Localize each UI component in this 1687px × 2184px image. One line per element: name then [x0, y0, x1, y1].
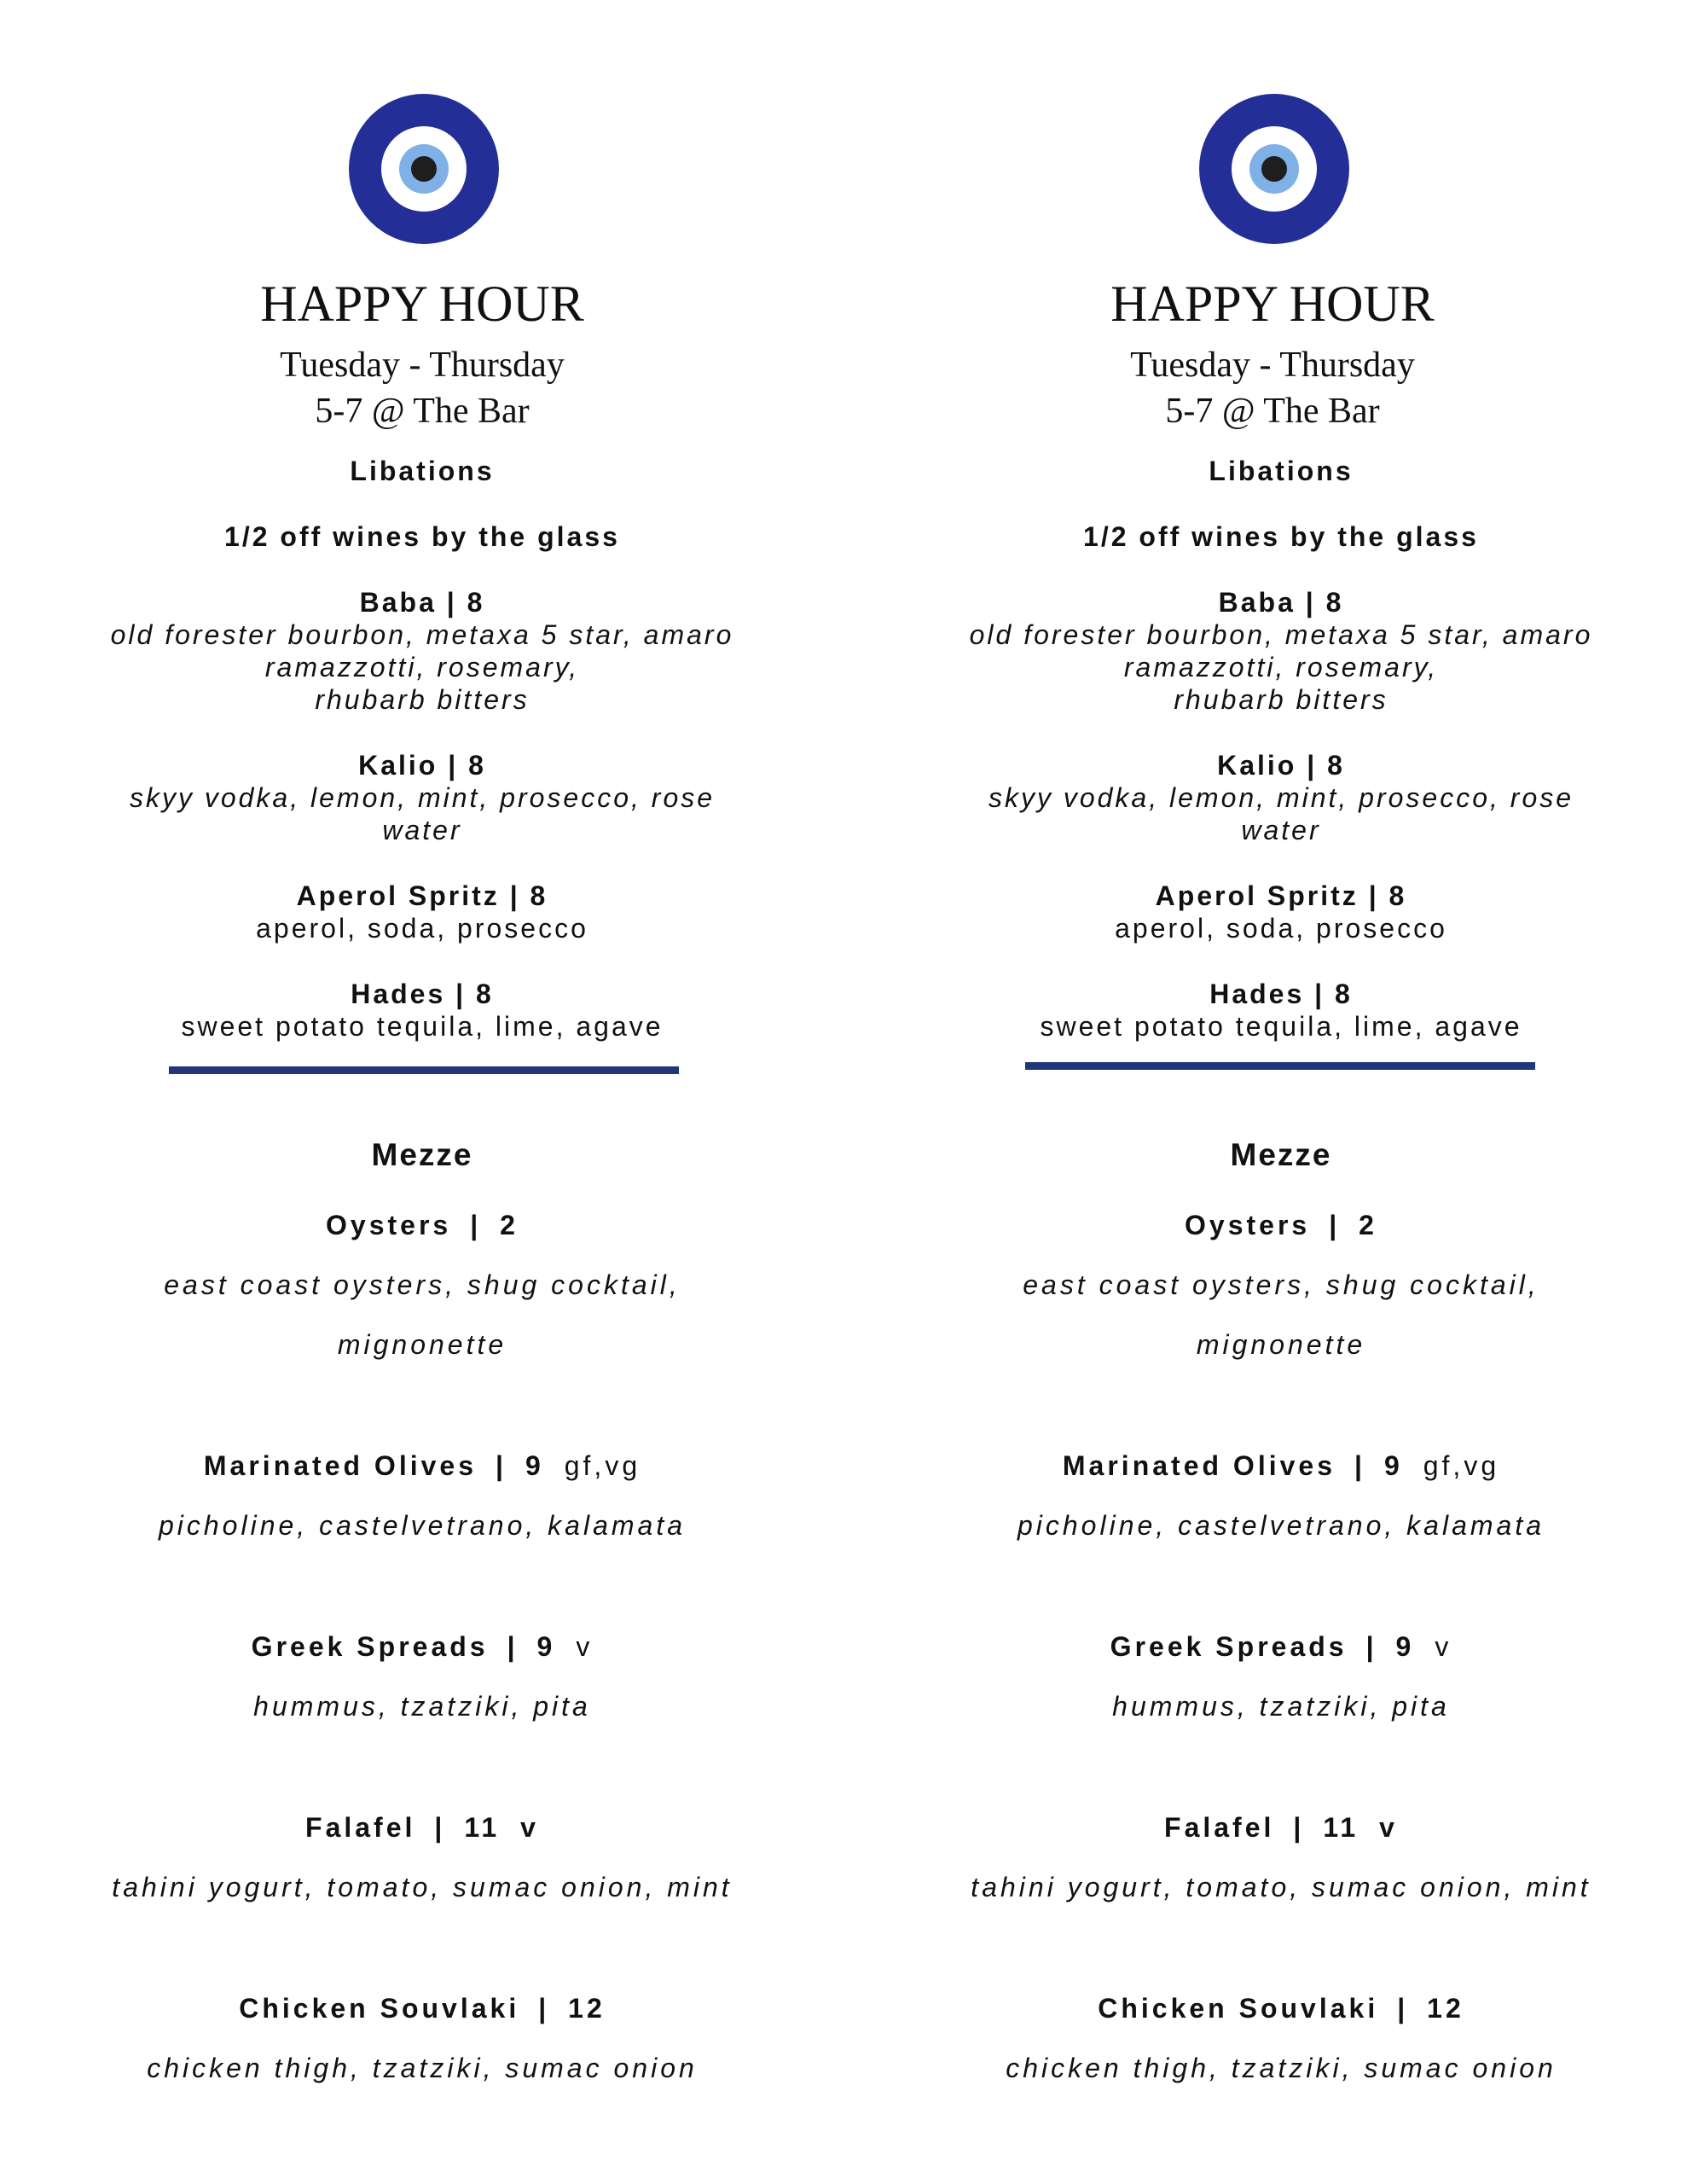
mezze-item-price: 9 [1383, 1450, 1403, 1481]
mezze-item-price: 12 [568, 1993, 606, 2024]
mezze-item-name: Chicken Souvlaki [239, 1993, 520, 2024]
menu-days: Tuesday - Thursday [1130, 346, 1415, 385]
mezze-item-description: hummus, tzatziki, pita [1112, 1691, 1450, 1722]
mezze-item-price: 9 [525, 1450, 544, 1481]
price-separator: | [470, 1210, 482, 1240]
mezze-item-name: Falafel [305, 1812, 416, 1843]
price-separator: | [495, 1450, 507, 1481]
dietary-tag: v [520, 1812, 539, 1843]
libations-heading: Libations [1209, 456, 1354, 486]
mezze-item-price: 11 [1323, 1812, 1359, 1843]
cocktail-name: Aperol Spritz | 8 [296, 880, 548, 911]
mezze-item-title [64, 1631, 780, 1663]
cocktail-description: rhubarb bitters [1174, 684, 1388, 715]
price-separator: | [507, 1631, 519, 1662]
price-separator: | [1397, 1993, 1409, 2024]
mezze-item-description: tahini yogurt, tomato, sumac onion, mint [971, 1872, 1591, 1902]
mezze-item-title [923, 1993, 1639, 2024]
mezze-item-title [923, 1450, 1639, 1482]
cocktail-name: Hades | 8 [351, 979, 494, 1009]
cocktail-name: Hades | 8 [1209, 979, 1353, 1009]
price-separator: | [1365, 1631, 1377, 1662]
mezze-item-description: mignonette [1196, 1329, 1366, 1360]
cocktail-name: Kalio | 8 [358, 750, 486, 781]
cocktail-description: skyy vodka, lemon, mint, prosecco, rose [988, 782, 1574, 813]
mezze-item-title [64, 1993, 780, 2024]
menu-title: HAPPY HOUR [260, 276, 584, 332]
wine-special: 1/2 off wines by the glass [1083, 521, 1479, 552]
mezze-item-description: east coast oysters, shug cocktail, [164, 1269, 681, 1300]
menu-title: HAPPY HOUR [1110, 276, 1435, 332]
mezze-item-name: Greek Spreads [251, 1631, 489, 1662]
evil-eye-logo-icon [1199, 94, 1349, 244]
mezze-item-price: 11 [464, 1812, 501, 1843]
cocktail-description: sweet potato tequila, lime, agave [181, 1011, 664, 1042]
mezze-item-name: Chicken Souvlaki [1098, 1993, 1379, 2024]
mezze-heading: Mezze [371, 1137, 473, 1172]
cocktail-name: Aperol Spritz | 8 [1155, 880, 1407, 911]
mezze-item-description: picholine, castelvetrano, kalamata [1017, 1510, 1545, 1541]
mezze-item-title [64, 1450, 780, 1482]
mezze-item-title [923, 1210, 1639, 1241]
dietary-tag: gf,vg [564, 1450, 641, 1481]
mezze-item-description: east coast oysters, shug cocktail, [1023, 1269, 1539, 1300]
cocktail-name: Kalio | 8 [1217, 750, 1345, 781]
menu-time-location: 5-7 @ The Bar [1165, 392, 1380, 431]
price-separator: | [434, 1812, 446, 1843]
cocktail-name: Baba | 8 [359, 587, 485, 618]
mezze-item-price: 2 [1359, 1210, 1377, 1240]
dietary-tag: v [1379, 1812, 1398, 1843]
menu-card-left [64, 0, 780, 2184]
mezze-item-description: chicken thigh, tzatziki, sumac onion [147, 2053, 698, 2083]
section-divider [169, 1066, 679, 1074]
mezze-item-title [923, 1812, 1639, 1844]
libations-heading: Libations [350, 456, 495, 486]
mezze-item-price: 9 [536, 1631, 556, 1662]
price-separator: | [1293, 1812, 1305, 1843]
mezze-item-name: Falafel [1164, 1812, 1275, 1843]
mezze-item-title [64, 1812, 780, 1844]
mezze-item-title [923, 1631, 1639, 1663]
cocktail-description: rhubarb bitters [315, 684, 530, 715]
menu-days: Tuesday - Thursday [280, 346, 565, 385]
evil-eye-logo-icon [349, 94, 499, 244]
mezze-item-description: picholine, castelvetrano, kalamata [158, 1510, 687, 1541]
dietary-tag: v [576, 1631, 594, 1662]
cocktail-description: water [1241, 815, 1321, 845]
mezze-item-description: chicken thigh, tzatziki, sumac onion [1006, 2053, 1557, 2083]
menu-card-right [923, 0, 1639, 2184]
mezze-heading: Mezze [1230, 1137, 1332, 1172]
menu-time-location: 5-7 @ The Bar [315, 392, 530, 431]
price-separator: | [1329, 1210, 1341, 1240]
wine-special: 1/2 off wines by the glass [224, 521, 620, 552]
cocktail-name: Baba | 8 [1218, 587, 1344, 618]
mezze-item-name: Oysters [326, 1210, 452, 1240]
cocktail-description: water [382, 815, 462, 845]
cocktail-description: sweet potato tequila, lime, agave [1040, 1011, 1522, 1042]
cocktail-description: aperol, soda, prosecco [256, 913, 588, 944]
mezze-item-description: tahini yogurt, tomato, sumac onion, mint [112, 1872, 733, 1902]
section-divider [1025, 1062, 1535, 1070]
dietary-tag: v [1435, 1631, 1452, 1662]
mezze-item-name: Marinated Olives [1062, 1450, 1336, 1481]
mezze-item-name: Marinated Olives [203, 1450, 477, 1481]
cocktail-description: aperol, soda, prosecco [1115, 913, 1447, 944]
mezze-item-price: 9 [1395, 1631, 1415, 1662]
mezze-item-description: hummus, tzatziki, pita [253, 1691, 591, 1722]
dietary-tag: gf,vg [1423, 1450, 1500, 1481]
mezze-item-price: 12 [1427, 1993, 1464, 2024]
price-separator: | [1354, 1450, 1365, 1481]
cocktail-description: skyy vodka, lemon, mint, prosecco, rose [129, 782, 716, 813]
cocktail-description: old forester bourbon, metaxa 5 star, amaro [110, 619, 734, 650]
mezze-item-price: 2 [500, 1210, 519, 1240]
cocktail-description: ramazzotti, rosemary, [1123, 652, 1439, 682]
mezze-item-title [64, 1210, 780, 1241]
cocktail-description: old forester bourbon, metaxa 5 star, amaro [969, 619, 1593, 650]
mezze-item-name: Greek Spreads [1110, 1631, 1348, 1662]
price-separator: | [538, 1993, 550, 2024]
mezze-item-name: Oysters [1185, 1210, 1311, 1240]
cocktail-description: ramazzotti, rosemary, [264, 652, 580, 682]
mezze-item-description: mignonette [337, 1329, 507, 1360]
